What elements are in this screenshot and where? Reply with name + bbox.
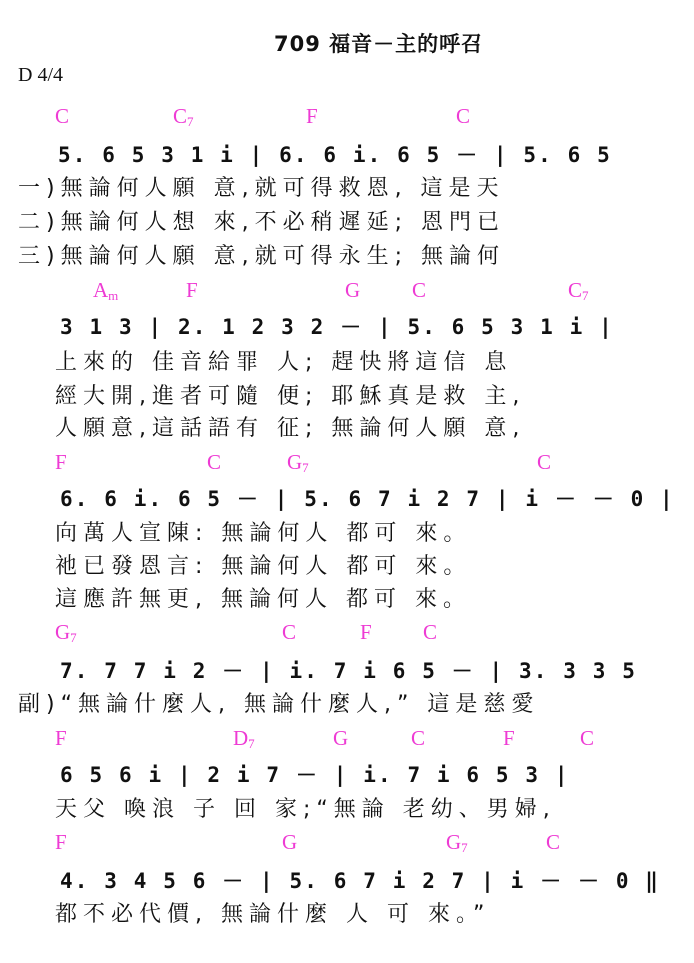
lyric-verse-2: 祂已發恩言: 無論何人 都可 來。 [55,554,472,579]
chord: $D_7$ [233,726,255,751]
lyric-verse-1: 一)無論何人願 意,就可得救恩, 這是天 [18,176,505,201]
lyric-verse-2: 二)無論何人想 來,不必稍遲延; 恩門已 [18,210,505,235]
chord: C [412,278,427,302]
chord: C [456,104,471,128]
chord: G [345,278,361,302]
notation-line: 7. 7 7 i 2 － | i. 7 i 6 5 － | 3. 3 3 5 [60,659,637,683]
chord: C [537,450,552,474]
chord: C [546,830,561,854]
notation-line: 4. 3 4 5 6 － | 5. 6 7 i 2 7 | i － － 0 ‖ [60,869,661,893]
notation-line: 5. 6 5 3 1 i | 6. 6 i. 6 5 － | 5. 6 5 [58,143,612,167]
lyric-verse-3: 三)無論何人願 意,就可得永生; 無論何 [18,244,505,269]
chord: $A_m$ [93,278,119,303]
lyric-refrain: 副)“無論什麼人, 無論什麼人,” 這是慈愛 [18,692,540,717]
lyric-verse-3: 人願意,這話語有 征; 無論何人願 意, [55,416,526,441]
chord: G [333,726,349,750]
chord: $G_7$ [446,830,468,855]
chord: C [55,104,70,128]
key-signature: D 4/4 [18,64,63,86]
notation-line: 3 1 3 | 2. 1 2 3 2 － | 5. 6 5 3 1 i | [60,315,614,339]
chord: $G_7$ [287,450,309,475]
chord: F [306,104,318,128]
chord: C [580,726,595,750]
chord: F [360,620,372,644]
notation-line: 6 5 6 i | 2 i 7 － | i. 7 i 6 5 3 | [60,763,570,787]
lyric-refrain: 天父 喚浪 子 回 家;“無論 老幼、男婦, [55,797,556,822]
chord: C [207,450,222,474]
lyric-verse-1: 向萬人宣陳: 無論何人 都可 來。 [55,521,472,546]
lyric-verse-1: 上來的 佳音給罪 人; 趕快將這信 息 [55,350,513,375]
lyric-verse-3: 這應許無更, 無論何人 都可 來。 [55,587,471,612]
chord: $C_7$ [173,104,194,129]
chord: F [503,726,515,750]
chord: C [423,620,438,644]
chord: F [55,830,67,854]
chord: F [186,278,198,302]
chord: F [55,726,67,750]
lyric-verse-2: 經大開,進者可隨 便; 耶穌真是救 主, [55,384,526,409]
song-title: 709 福音－主的呼召 [274,32,484,56]
chord: $G_7$ [55,620,77,645]
lyric-refrain: 都不必代價, 無論什麼 人 可 來。” [55,902,491,927]
chord: C [411,726,426,750]
notation-line: 6. 6 i. 6 5 － | 5. 6 7 i 2 7 | i － － 0 | [60,487,675,511]
chord: C [282,620,297,644]
chord: $C_7$ [568,278,589,303]
chord: G [282,830,298,854]
chord: F [55,450,67,474]
